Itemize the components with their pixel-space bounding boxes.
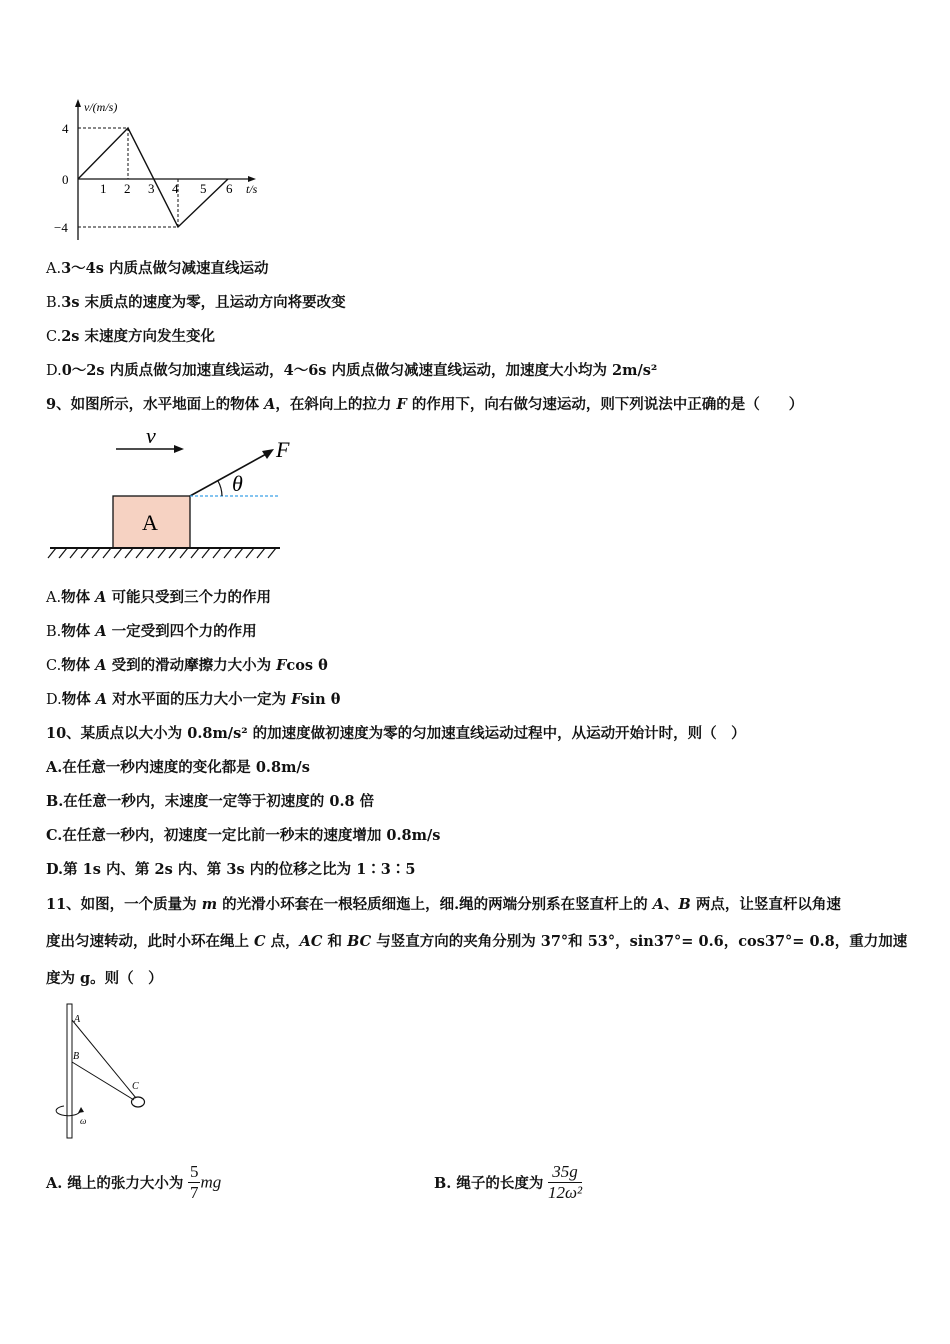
y-tick-4: 4 [62,121,69,136]
q11-stem-line1: 11、如图，一个质量为 m 的光滑小环套在一根轻质细迤上，细.绳的两端分别系在竖直杆上的 A、B 两点，让竖直杆以角速 [46,896,841,913]
ground-hatch [224,548,232,558]
q10-option-c: C.在任意一秒内，初速度一定比前一秒末的速度增加 0.8m/s [46,827,441,844]
y-axis-arrow [75,99,81,107]
ground-hatch [103,548,111,558]
option-text: 0～2s 内质点做匀加速直线运动，4～6s 内质点做匀减速直线运动，加速度大小均为 2m/s² [61,362,658,379]
fraction-35g-12w2: $\frac{35g}{\text{12ω²}}$ [547,1162,583,1202]
ground-hatch [158,548,166,558]
q9-stem: 9、如图所示，水平地面上的物体 A，在斜向上的拉力 F 的作用下，向右做匀速运动，则下列说法中正确的是（ ） [46,396,804,413]
q9-option-a: A.物体 A 可能只受到三个力的作用 [46,589,271,606]
q10-stem: 10、某质点以大小为 0.8m/s² 的加速度做初速度为零的匀加速直线运动过程中，从运动开始计时，则（ ） [46,725,746,742]
block-label: A [142,510,158,535]
rope-ac [72,1020,136,1098]
force-arrow [190,453,268,496]
force-label: F [276,437,290,462]
velocity-label: v [146,425,156,448]
q10-option-a: A.在任意一秒内速度的变化都是 0.8m/s [46,759,310,776]
q9-figure [46,425,296,565]
option-text: 3～4s 内质点做匀减速直线运动 [61,260,269,277]
point-b-label: B [73,1051,80,1062]
ground-hatch [169,548,177,558]
ground-hatch [92,548,100,558]
option-letter: B. [46,295,62,311]
ground-hatch [70,548,78,558]
small-ring [132,1097,145,1107]
ground-hatch [191,548,199,558]
vt-curve [78,128,228,227]
q8-option-c [46,327,215,347]
option-letter: C. [46,329,62,345]
x-tick-4: 4 [172,181,179,196]
ground-hatch [268,548,276,558]
ground-hatch [246,548,254,558]
x-tick-3: 3 [148,181,155,196]
x-axis-label: t/s [246,182,258,196]
ground-hatch [81,548,89,558]
point-a-label: A [74,1014,81,1025]
q8-option-b [46,293,346,313]
x-tick-1: 1 [100,181,107,196]
q9-option-b: B.物体 A 一定受到四个力的作用 [46,623,257,640]
ground-hatch [114,548,122,558]
ground-hatch [213,548,221,558]
theta-label: θ [232,471,243,496]
q11-figure [50,1000,160,1145]
option-letter: A. [46,261,62,277]
q8-option-d [46,361,657,381]
vt-graph [50,95,280,245]
q11-stem-line2: 度出匀速转动，此时小环在绳上 C 点，AC 和 BC 与竖直方向的夹角分别为 37°和 53°，sin37°= 0.6，cos37°= 0.8，重力加速 [46,933,908,950]
rope-bc [72,1062,134,1100]
y-tick-neg4: −4 [54,220,68,235]
option-letter: D. [46,363,62,379]
ground-hatch [235,548,243,558]
q8-option-a [46,259,268,279]
q9-option-d: D.物体 A 对水平面的压力大小一定为 Fsin θ [46,691,341,708]
ground-hatch [48,548,56,558]
option-text: 2s 末速度方向发生变化 [61,328,215,345]
ground-hatch [202,548,210,558]
y-axis-label: v/(m/s) [84,100,118,114]
point-c-label: C [132,1081,139,1092]
ground-hatch [59,548,67,558]
option-text: 3s 末质点的速度为零，且运动方向将要改变 [61,294,346,311]
ground-hatch [257,548,265,558]
omega-label: ω [80,1116,87,1126]
q11-option-b: B. 绳子的长度为 $\frac{35g}{\text{12ω²}}$ [434,1162,583,1202]
q9-option-c: C.物体 A 受到的滑动摩擦力大小为 Fcos θ [46,657,328,674]
q10-option-b: B.在任意一秒内，末速度一定等于初速度的 0.8 倍 [46,793,375,810]
ground-hatch [125,548,133,558]
q11-option-a: A. 绳上的张力大小为 $\frac{5}{7}$ mg [46,1162,222,1202]
x-tick-2: 2 [124,181,131,196]
vertical-pole [67,1004,72,1138]
x-tick-6: 6 [226,181,233,196]
ground-hatch [180,548,188,558]
ground-hatch [136,548,144,558]
q11-stem-line3: 度为 g。则（ ） [46,970,163,987]
y-tick-0: 0 [62,172,69,187]
x-tick-5: 5 [200,181,207,196]
fraction-5-7: $\frac{5}{7}$ [189,1162,199,1202]
q10-option-d: D.第 1s 内、第 2s 内、第 3s 内的位移之比为 1∶3∶5 [46,861,416,878]
ground-hatch [147,548,155,558]
angle-arc [218,481,222,496]
